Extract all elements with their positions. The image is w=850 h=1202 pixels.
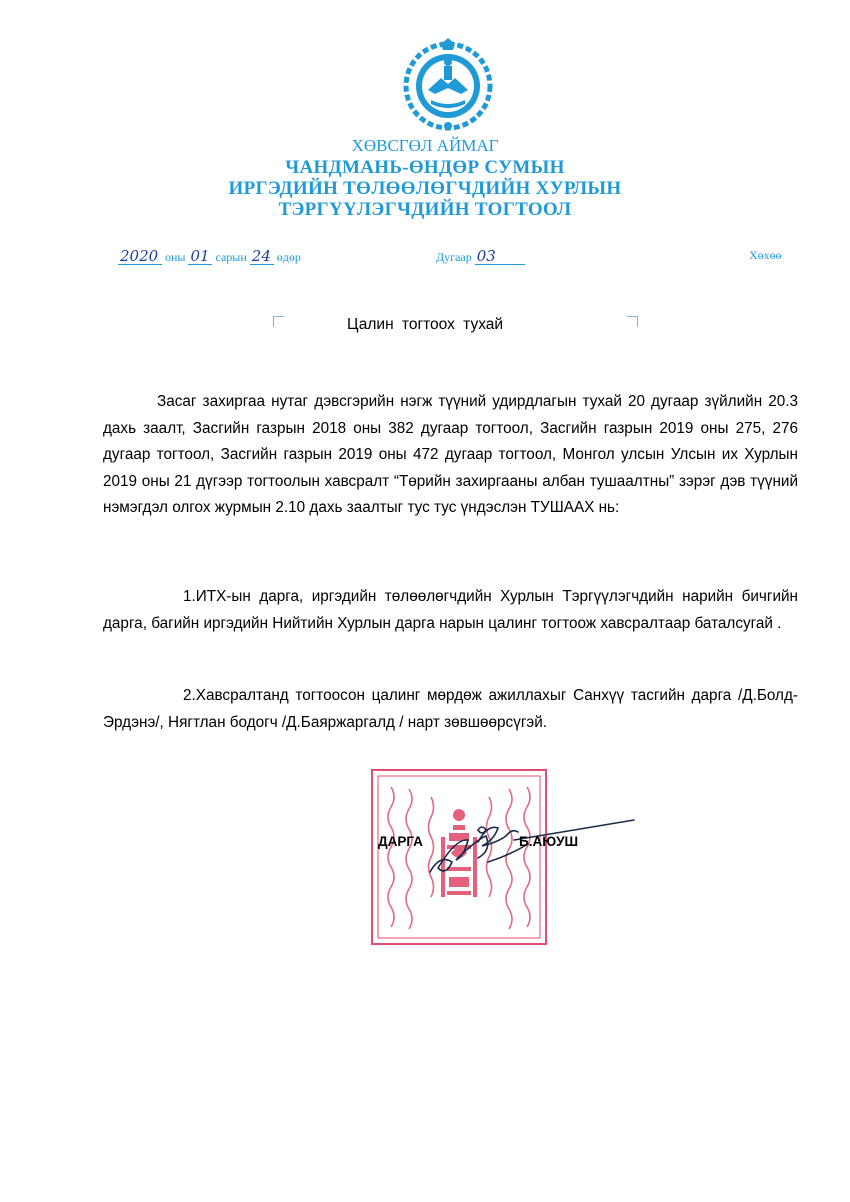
body-paragraph-item-1: 1.ИТХ-ын дарга, иргэдийн төлөөлөгчдийн Хурлын Тэргүүлэгчдийн нарийн бичгийн дарга, багийн иргэдийн Нийтийн Хурлын дарга нарын цалинг тогтоож хавсралтаар баталсугай . <box>103 588 798 632</box>
header-sum: ЧАНДМАНЬ-ӨНДӨР СУМЫН <box>285 157 565 178</box>
header-council: ИРГЭДИЙН ТӨЛӨӨЛӨГЧДИЙН ХУРЛЫН <box>228 178 622 199</box>
header-resolution: ТЭРГҮҮЛЭГЧДИЙН ТОГТООЛ <box>278 199 572 220</box>
number-label: Дугаар <box>436 250 472 264</box>
body-paragraph-item-2: 2.Хавсралтанд тогтоосон цалинг мөрдөж ажиллахыг Санхүү тасгийн дарга /Д.Болд-Эрдэнэ/, Нягтлан бодогч /Д.Баяржаргалд / нарт зөвшөөрсүгэй. <box>103 687 798 731</box>
number-field <box>436 248 525 265</box>
resolution-number: 03 <box>475 248 525 265</box>
body-paragraph-preamble: Засаг захиргаа нутаг дэвсгэрийн нэгж түүний удирдлагын тухай 20 дугаар зүйлийн 20.3 дахь заалт, Засгийн газрын 2018 оны 382 дугаар тогтоол, Засгийн газрын 2019 оны 275, 276 дугаар тогтоол, Засгийн газрын 2019 оны 472 дугаар тогтоол, Монгол улсын Улсын их Хурлын 2019 оны 21 дүгээр тогтоолын хавсралт “Төрийн захиргааны албан тушаалтны” зэрэг дэв түүний нэмэгдэл олгох журмын 2.10 дахь заалтыг тус тус үндэслэн ТУШААХ нь: <box>103 393 798 516</box>
header-aimag: ХӨВСГӨЛ АЙМАГ <box>351 136 499 155</box>
date-field <box>118 248 301 265</box>
document-title: Цалин тогтоох тухай <box>346 316 504 333</box>
place-field: Хөхөө <box>749 248 782 262</box>
date-day-suffix: өдөр <box>276 250 301 264</box>
date-year-suffix: оны <box>165 250 186 264</box>
date-month-suffix: сарын <box>215 250 247 264</box>
signatory-name: Б.АЮУШ <box>519 834 579 849</box>
state-emblem-icon <box>401 36 495 132</box>
signature-title: ДАРГА <box>378 834 423 849</box>
date-year: 2020 <box>118 248 162 265</box>
date-day: 24 <box>250 248 274 265</box>
date-month: 01 <box>188 248 212 265</box>
handwritten-signature <box>418 812 638 892</box>
